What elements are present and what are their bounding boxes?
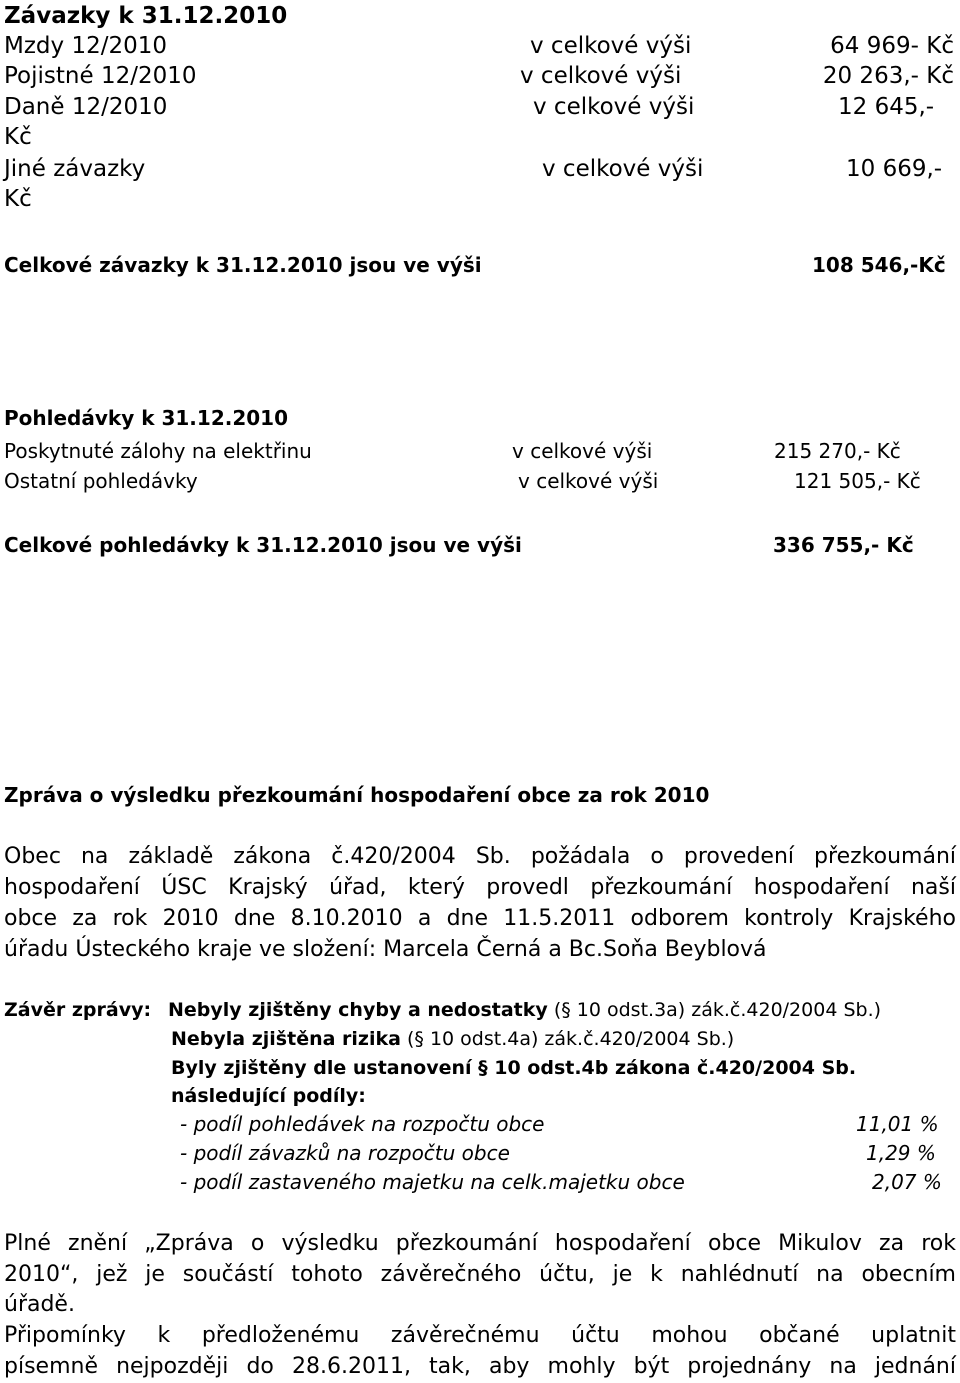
zprava-paragraph-line: úřadu Ústeckého kraje ve složení: Marcela Černá a Bc.Soňa Beyblová [4,937,767,962]
podil-label: - podíl pohledávek na rozpočtu obce [180,1112,545,1136]
zprava-paragraph-line: hospodaření ÚSC Krajský úřad, který provedl přezkoumání hospodaření naší [4,875,956,900]
zprava-paragraph-line: Obec na základě zákona č.420/2004 Sb. požádala o provedení přezkoumání [4,844,956,869]
zaver-line-bold: následující podíly: [171,1085,366,1107]
zavazky-heading: Závazky k 31.12.2010 [4,3,288,29]
pohledavky-row-label: Ostatní pohledávky [4,469,198,493]
zavazky-row-label: Daně 12/2010 [4,94,168,120]
pohledavky-row-mid: v celkové výši [512,439,653,463]
closing-line: písemně nejpozději do 28.6.2011, tak, aby mohly být projednány na jednání [4,1354,956,1379]
zavazky-total-value: 108 546,-Kč [812,253,946,277]
zavazky-row-value: 10 669,- [846,156,943,182]
podil-label: - podíl zastaveného majetku na celk.majetku obce [180,1170,685,1194]
closing-line: úřadě. [4,1292,75,1317]
zaver-line-normal: (§ 10 odst.3a) zák.č.420/2004 Sb.) [547,999,882,1021]
pohledavky-row-mid: v celkové výši [518,469,659,493]
zaver-line [171,1081,366,1111]
zavazky-row-label: Mzdy 12/2010 [4,33,167,59]
pohledavky-total-value: 336 755,- Kč [773,533,914,557]
zaver-line [168,995,881,1025]
zavazky-row-mid: v celkové výši [542,156,704,182]
zaver-line-normal: (§ 10 odst.4a) zák.č.420/2004 Sb.) [400,1028,735,1050]
podil-value: 2,07 % [872,1170,942,1194]
pohledavky-row-value: 215 270,- Kč [774,439,901,463]
pohledavky-row-label: Poskytnuté zálohy na elektřinu [4,439,312,463]
zaver-line-bold: Nebyla zjištěna rizika [171,1028,401,1050]
zaver-line [171,1024,734,1054]
pohledavky-total-label: Celkové pohledávky k 31.12.2010 jsou ve výši [4,533,522,557]
podil-value: 11,01 % [856,1112,939,1136]
zavazky-total-label: Celkové závazky k 31.12.2010 jsou ve výši [4,253,482,277]
zavazky-row-mid: v celkové výši [530,33,692,59]
podil-label: - podíl závazků na rozpočtu obce [180,1141,510,1165]
zavazky-row-label: Pojistné 12/2010 [4,63,197,89]
pohledavky-heading: Pohledávky k 31.12.2010 [4,406,288,430]
zaver-line-bold: Byly zjištěny dle ustanovení § 10 odst.4b zákona č.420/2004 Sb. [171,1057,857,1079]
zavazky-row-value-wrap: Kč [4,124,32,150]
zprava-heading: Zpráva o výsledku přezkoumání hospodaření obce za rok 2010 [4,783,710,807]
zaver-label: Závěr zprávy: [4,999,152,1021]
zaver-line [171,1053,856,1083]
zavazky-row-value: 12 645,- [838,94,935,120]
pohledavky-row-value: 121 505,- Kč [794,469,921,493]
zaver-line-bold: Nebyly zjištěny chyby a nedostatky [168,999,548,1021]
closing-line: Připomínky k předloženému závěrečnému účtu mohou občané uplatnit [4,1323,956,1348]
zavazky-row-value-wrap: Kč [4,186,32,212]
zavazky-row-value: 20 263,- Kč [822,63,954,89]
zprava-paragraph-line: obce za rok 2010 dne 8.10.2010 a dne 11.5.2011 odborem kontroly Krajského [4,906,956,931]
zavazky-row-label: Jiné závazky [4,156,146,182]
podil-value: 1,29 % [866,1141,936,1165]
zavazky-row-value: 64 969- Kč [830,33,954,59]
zavazky-row-mid: v celkové výši [533,94,695,120]
zavazky-row-mid: v celkové výši [520,63,682,89]
closing-line: Plné znění „Zpráva o výsledku přezkoumání hospodaření obce Mikulov za rok [4,1231,956,1256]
closing-line: 2010“, jež je součástí tohoto závěrečného účtu, je k nahlédnutí na obecním [4,1262,956,1287]
